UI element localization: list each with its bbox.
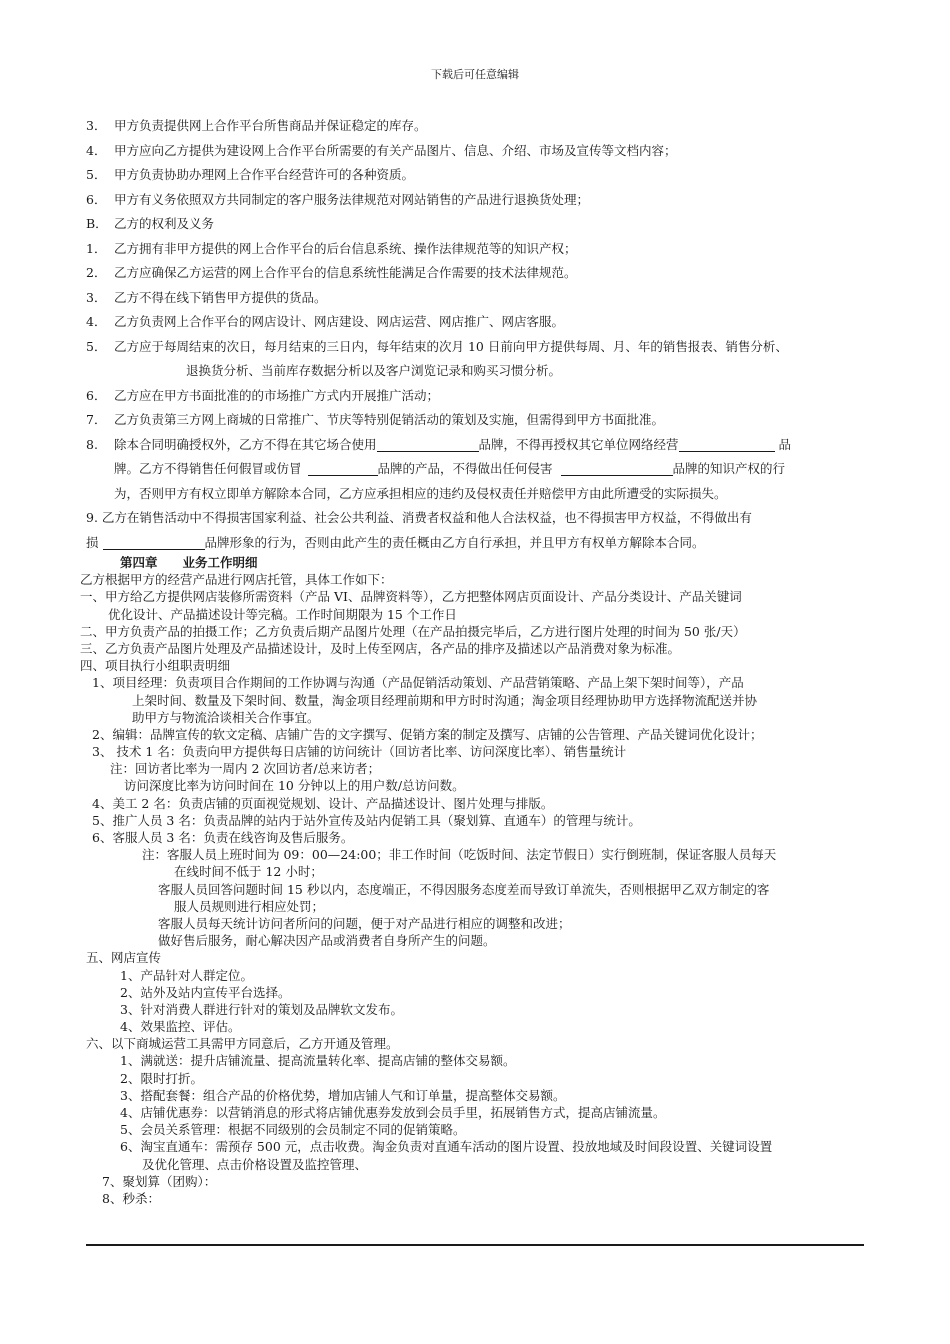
term-text bbox=[114, 457, 785, 482]
footer-rule bbox=[86, 1244, 864, 1246]
work-detail-line bbox=[86, 674, 866, 691]
term-text: 甲方负责提供网上合作平台所售商品并保证稳定的库存。 bbox=[114, 118, 427, 133]
work-detail-line bbox=[80, 623, 866, 640]
work-detail-line bbox=[86, 760, 866, 777]
term-text: 乙方应在甲方书面批准的的市场推广方式内开展推广活动； bbox=[114, 387, 440, 403]
term-text-part: 损 bbox=[86, 534, 99, 550]
term-text: 甲方有义务依照双方共同制定的客户服务法律规范对网站销售的产品进行退换货处理； bbox=[114, 191, 590, 207]
term-text: 甲方负责协助办理网上合作平台经营许可的各种资质。 bbox=[114, 167, 415, 182]
term-item bbox=[86, 139, 866, 164]
contract-terms-section bbox=[86, 114, 866, 555]
work-detail-line bbox=[86, 1190, 866, 1207]
work-detail-line bbox=[86, 1138, 866, 1155]
term-text: 乙方应于每周结束的次日，每月结束的三日内，每年结束的次月 10 日前向甲方提供每周、月、年的销售报表、销售分析、 bbox=[114, 338, 788, 354]
term-number: 8. bbox=[86, 436, 98, 452]
term-item-8-line1 bbox=[86, 433, 866, 458]
work-detail-text: 1、满就送：提升店铺流量、提高流量转化率、提高店铺的整体交易额。 bbox=[120, 1053, 516, 1069]
work-detail-line bbox=[86, 1035, 866, 1052]
term-item bbox=[86, 408, 866, 433]
term-text-part: 品牌形象的行为，否则由此产生的责任概由乙方自行承担，并且甲方有权单方解除本合同。 bbox=[204, 534, 705, 550]
term-text-part: 品牌，不得再授权其它单位网络经营 bbox=[478, 436, 679, 452]
work-detail-text: 客服人员每天统计访问者所问的问题，便于对产品进行相应的调整和改进； bbox=[158, 915, 571, 931]
term-text: 甲方应向乙方提供为建设网上合作平台所需要的有关产品图片、信息、介绍、市场及宣传等文档内容； bbox=[114, 142, 677, 158]
work-detail-text: 优化设计、产品描述设计等完稿。工作时间期限为 15 个工作日 bbox=[108, 606, 457, 622]
term-text bbox=[114, 433, 791, 458]
work-detail-line bbox=[86, 829, 866, 846]
term-text: 9. 乙方在销售活动中不得损害国家利益、社会公共利益、消费者权益和他人合法权益，也不得损害甲方权益，不得做出有 bbox=[86, 510, 752, 525]
work-detail-text: 4、美工 2 名：负责店铺的页面视觉规划、设计、产品描述设计、图片处理与排版。 bbox=[92, 795, 554, 811]
term-item bbox=[86, 261, 866, 286]
work-detail-text: 6、淘宝直通车：需预存 500 元，点击收费。淘金负责对直通车活动的图片设置、投放地域及时间段设置、关键词设置 bbox=[120, 1139, 773, 1155]
work-detail-text: 5、推广人员 3 名：负责品牌的站内于站外宣传及站内促销工具（聚划算、直通车）的管理与统计。 bbox=[92, 812, 641, 828]
brand-blank-field bbox=[308, 460, 378, 476]
work-detail-line bbox=[86, 795, 866, 812]
term-text: 乙方不得在线下销售甲方提供的货品。 bbox=[114, 289, 327, 305]
work-detail-text: 3、搭配套餐：组合产品的价格优势，增加店铺人气和订单量，提高整体交易额。 bbox=[120, 1087, 566, 1103]
term-number: 4． bbox=[86, 142, 107, 158]
work-detail-text: 4、店铺优惠券：以营销消息的形式将店铺优惠券发放到会员手里，拓展销售方式，提高店铺流量。 bbox=[120, 1105, 666, 1120]
work-detail-text: 2、站外及站内宣传平台选择。 bbox=[120, 984, 291, 1000]
work-detail-line bbox=[86, 932, 866, 949]
work-detail-line bbox=[80, 657, 866, 674]
work-detail-line bbox=[86, 898, 866, 915]
chapter-four-section bbox=[80, 554, 866, 1207]
work-detail-line bbox=[86, 915, 866, 932]
work-detail-text: 助甲方与物流洽谈相关合作事宜。 bbox=[132, 709, 320, 725]
term-text: 乙方应确保乙方运营的网上合作平台的信息系统性能满足合作需要的技术法律规范。 bbox=[114, 265, 577, 280]
work-detail-line bbox=[80, 640, 866, 657]
work-detail-text: 上架时间、数量及下架时间、数量，淘金项目经理前期和甲方时时沟通；淘金项目经理协助甲方选择物流配送并协 bbox=[132, 692, 758, 708]
terms-list bbox=[86, 114, 866, 433]
term-text-part: 品牌的知识产权的行 bbox=[672, 461, 786, 476]
term-number: B． bbox=[86, 216, 108, 231]
work-detail-line bbox=[86, 1018, 866, 1035]
chapter-title-text: 第四章 业务工作明细 bbox=[120, 555, 258, 570]
work-detail-text: 做好售后服务，耐心解决因产品或消费者自身所产生的问题。 bbox=[158, 933, 496, 949]
work-detail-line bbox=[86, 949, 866, 966]
page-header: 下载后可任意编辑 bbox=[431, 68, 519, 81]
work-detail-line bbox=[86, 812, 866, 829]
work-detail-line bbox=[86, 692, 866, 709]
work-detail-text: 注：客服人员上班时间为 09：00—24:00；非工作时间（吃饭时间、法定节假日）实行倒班制，保证客服人员每天 bbox=[142, 847, 777, 863]
work-detail-line bbox=[86, 1001, 866, 1018]
brand-blank-field bbox=[561, 460, 673, 476]
work-detail-line bbox=[86, 1087, 866, 1104]
term-text-part: 品 bbox=[778, 436, 792, 452]
term-text-part: 牌。乙方不得销售任何假冒或仿冒 bbox=[114, 461, 302, 476]
term-number: 6． bbox=[86, 191, 107, 207]
chapter-title bbox=[86, 554, 866, 571]
work-detail-text: 服人员规则进行相应处罚； bbox=[174, 898, 325, 914]
term-item bbox=[86, 335, 866, 360]
term-number: 1． bbox=[86, 240, 107, 256]
work-detail-text: 二、甲方负责产品的拍摄工作；乙方负责后期产品图片处理（在产品拍摄完毕后，乙方进行图片处理的时间为 50 张/天） bbox=[80, 623, 746, 639]
term-number: 3． bbox=[86, 118, 107, 133]
work-detail-text: 在线时间不低于 12 小时； bbox=[174, 864, 323, 880]
work-detail-text: 注：回访者比率为一周内 2 次回访者/总来访者； bbox=[110, 761, 381, 777]
work-detail-line bbox=[86, 863, 866, 880]
work-detail-line bbox=[86, 709, 866, 726]
work-detail-text: 五、网店宣传 bbox=[86, 950, 162, 966]
work-detail-text: 客服人员回答问题时间 15 秒以内，态度端正，不得因服务态度差而导致订单流失，否则根据甲乙双方制定的客 bbox=[158, 881, 770, 897]
term-number: 3． bbox=[86, 289, 107, 305]
term-item bbox=[86, 359, 866, 384]
work-detail-text: 7、聚划算（团购）： bbox=[102, 1173, 217, 1189]
work-detail-text: 访问深度比率为访问时间在 10 分钟以上的用户数/总访问数。 bbox=[124, 778, 465, 794]
term-item bbox=[86, 114, 866, 139]
work-detail-line bbox=[86, 1173, 866, 1190]
work-detail-text: 1、项目经理：负责项目合作期间的工作协调与沟通（产品促销活动策划、产品营销策略、产品上架下架时间等），产品 bbox=[92, 675, 744, 691]
work-detail-text: 六、以下商城运营工具需甲方同意后，乙方开通及管理。 bbox=[86, 1036, 399, 1052]
term-number: 7． bbox=[86, 412, 107, 427]
work-detail-text: 5、会员关系管理：根据不同级别的会员制定不同的促销策略。 bbox=[120, 1122, 466, 1138]
term-text: 为，否则甲方有权立即单方解除本合同，乙方应承担相应的违约及侵权责任并赔偿甲方由此所遭受的实际损失。 bbox=[114, 485, 727, 501]
work-detail-text: 一、甲方给乙方提供网店装修所需资料（产品 VI、品牌资料等），乙方把整体网店页面设计、产品分类设计、产品关键词 bbox=[80, 589, 742, 605]
work-detail-line bbox=[86, 1156, 866, 1173]
term-item bbox=[86, 188, 866, 213]
term-text: 退换货分析、当前库存数据分析以及客户浏览记录和购买习惯分析。 bbox=[186, 363, 562, 378]
term-item-9-line2 bbox=[86, 531, 866, 556]
work-detail-text: 及优化管理、点击价格设置及监控管理、 bbox=[142, 1156, 368, 1172]
term-number: 5． bbox=[86, 338, 107, 354]
work-detail-line bbox=[86, 984, 866, 1001]
term-text: 乙方的权利及义务 bbox=[114, 216, 215, 231]
work-detail-line bbox=[86, 1104, 866, 1121]
term-item-8-line2 bbox=[86, 457, 866, 482]
work-detail-text: 6、客服人员 3 名：负责在线咨询及售后服务。 bbox=[92, 830, 354, 845]
term-item-8-line3 bbox=[86, 482, 866, 507]
work-detail-line bbox=[86, 967, 866, 984]
term-number: 4． bbox=[86, 314, 107, 329]
work-detail-line bbox=[80, 588, 866, 605]
work-detail-line bbox=[86, 1121, 866, 1138]
work-detail-text: 8、秒杀： bbox=[102, 1190, 160, 1206]
term-number: 5． bbox=[86, 167, 107, 182]
brand-blank-field bbox=[377, 436, 479, 452]
term-item bbox=[86, 212, 866, 237]
work-detail-text: 2、限时打折。 bbox=[120, 1070, 203, 1086]
term-item bbox=[86, 286, 866, 311]
term-text: 乙方负责第三方网上商城的日常推广、节庆等特别促销活动的策划及实施，但需得到甲方书面批准。 bbox=[114, 412, 665, 427]
brand-blank-field bbox=[103, 534, 205, 550]
work-detail-text: 1、产品针对人群定位。 bbox=[120, 967, 253, 983]
work-details-list bbox=[80, 571, 866, 1207]
term-text: 乙方负责网上合作平台的网店设计、网店建设、网店运营、网店推广、网店客服。 bbox=[114, 314, 565, 329]
term-item bbox=[86, 237, 866, 262]
work-detail-line bbox=[86, 846, 866, 863]
term-number: 6． bbox=[86, 387, 107, 403]
work-detail-line bbox=[86, 1052, 866, 1069]
work-detail-text: 4、效果监控、评估。 bbox=[120, 1019, 241, 1035]
work-detail-line bbox=[86, 1070, 866, 1087]
work-detail-line bbox=[86, 743, 866, 760]
term-text bbox=[86, 531, 705, 556]
work-detail-text: 四、项目执行小组职责明细 bbox=[80, 658, 231, 674]
work-detail-line bbox=[80, 571, 866, 588]
term-text-part: 除本合同明确授权外，乙方不得在其它场合使用 bbox=[114, 436, 377, 452]
work-detail-line bbox=[86, 777, 866, 794]
term-number: 2． bbox=[86, 265, 107, 280]
work-detail-text: 三、乙方负责产品图片处理及产品描述设计，及时上传至网店，各产品的排序及描述以产品消费对象为标准。 bbox=[80, 640, 681, 656]
work-detail-text: 3、 技术 1 名：负责向甲方提供每日店铺的访问统计（回访者比率、访问深度比率）、销售量统计 bbox=[92, 744, 627, 760]
work-detail-line bbox=[86, 606, 866, 623]
work-detail-line bbox=[86, 726, 866, 743]
term-text: 乙方拥有非甲方提供的网上合作平台的后台信息系统、操作法律规范等的知识产权； bbox=[114, 240, 577, 256]
work-detail-text: 3、针对消费人群进行针对的策划及品牌软文发布。 bbox=[120, 1001, 403, 1017]
term-item-9-line1 bbox=[86, 506, 866, 531]
work-detail-text: 乙方根据甲方的经营产品进行网店托管，具体工作如下： bbox=[80, 572, 393, 588]
brand-blank-field bbox=[679, 436, 775, 452]
term-item bbox=[86, 163, 866, 188]
term-item bbox=[86, 384, 866, 409]
term-text-part: 品牌的产品，不得做出任何侵害 bbox=[377, 461, 553, 476]
term-item bbox=[86, 310, 866, 335]
work-detail-line bbox=[86, 881, 866, 898]
work-detail-text: 2、编辑：品牌宣传的软文定稿、店铺广告的文字撰写、促销方案的制定及撰写、店铺的公告管理、产品关键词优化设计； bbox=[92, 726, 763, 742]
